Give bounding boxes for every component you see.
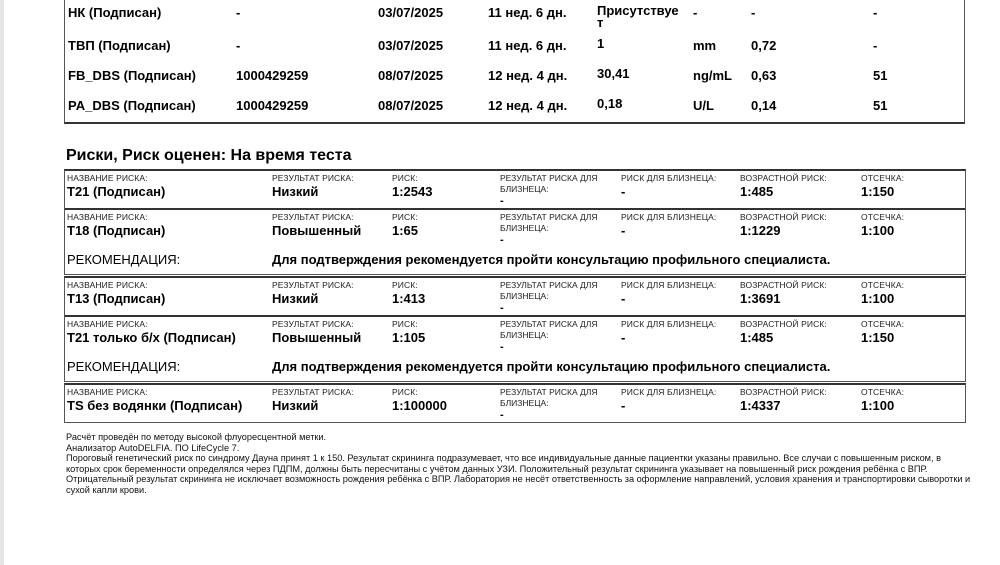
marker-unit: U/L <box>693 98 714 113</box>
twin-result-label: РЕЗУЛЬТАТ РИСКА ДЛЯ БЛИЗНЕЦА: <box>500 212 598 233</box>
twin-risk: - <box>621 398 626 413</box>
page-edge <box>0 0 4 565</box>
risk-result-label: РЕЗУЛЬТАТ РИСКА: <box>272 319 354 329</box>
twin-risk-label: РИСК ДЛЯ БЛИЗНЕЦА: <box>621 173 717 183</box>
risk-name-label: НАЗВАНИЕ РИСКА: <box>67 280 148 290</box>
sample-date: 03/07/2025 <box>378 38 444 53</box>
marker-extra: - <box>873 38 878 53</box>
twin-result: - <box>500 302 504 314</box>
twin-risk: - <box>621 291 626 306</box>
risk-name: T21 (Подписан) <box>67 184 166 199</box>
risk-name-label: НАЗВАНИЕ РИСКА: <box>67 387 148 397</box>
marker-name: PA_DBS (Подписан) <box>68 98 196 113</box>
cutoff-label: ОТСЕЧКА: <box>861 319 905 329</box>
twin-risk-label: РИСК ДЛЯ БЛИЗНЕЦА: <box>621 387 717 397</box>
footer-analyzer: Анализатор AutoDELFIA. ПО LifeCycle 7. <box>66 442 240 453</box>
cutoff-label: ОТСЕЧКА: <box>861 212 905 222</box>
cutoff: 1:100 <box>861 291 895 306</box>
risk-name: T18 (Подписан) <box>67 223 166 238</box>
twin-result: - <box>500 234 504 246</box>
risk-label: РИСК: <box>392 387 418 397</box>
twin-result-label: РЕЗУЛЬТАТ РИСКА ДЛЯ БЛИЗНЕЦА: <box>500 319 598 340</box>
risk-label: РИСК: <box>392 212 418 222</box>
risk-result-label: РЕЗУЛЬТАТ РИСКА: <box>272 173 354 183</box>
recommendation-label: РЕКОМЕНДАЦИЯ: <box>67 359 181 374</box>
risk-row <box>65 171 965 208</box>
cutoff-label: ОТСЕЧКА: <box>861 280 905 290</box>
marker-unit: - <box>693 5 698 20</box>
risk-row <box>65 385 965 422</box>
risk-label: РИСК: <box>392 319 418 329</box>
cutoff: 1:150 <box>861 330 895 345</box>
marker-value: Присутствует <box>597 3 679 30</box>
gestational-age: 11 нед. 6 дн. <box>488 38 567 53</box>
marker-name: FB_DBS (Подписан) <box>68 68 196 83</box>
risk-row <box>65 210 965 247</box>
footer-method: Расчёт проведён по методу высокой флуоресцентной метки. <box>66 432 327 442</box>
marker-extra: - <box>873 5 878 20</box>
marker-name: НК (Подписан) <box>68 5 162 20</box>
risk-result: Повышенный <box>272 330 362 345</box>
recommendation-row <box>65 247 965 274</box>
marker-mom: 0,14 <box>751 98 777 113</box>
sample-date: 08/07/2025 <box>378 98 444 113</box>
cutoff-label: ОТСЕЧКА: <box>861 173 905 183</box>
age-risk: 1:485 <box>740 330 774 345</box>
risk-result: Низкий <box>272 398 319 413</box>
risk-name: T21 только б/х (Подписан) <box>67 330 236 345</box>
marker-mom: - <box>751 5 756 20</box>
twin-risk: - <box>621 184 626 199</box>
twin-risk-label: РИСК ДЛЯ БЛИЗНЕЦА: <box>621 280 717 290</box>
age-risk: 1:1229 <box>740 223 781 238</box>
twin-result: - <box>500 195 504 207</box>
risk-name: T13 (Подписан) <box>67 291 166 306</box>
risk-result-label: РЕЗУЛЬТАТ РИСКА: <box>272 387 354 397</box>
marker-extra: 51 <box>873 98 888 113</box>
age-risk-label: ВОЗРАСТНОЙ РИСК: <box>740 319 827 329</box>
sample-date: 03/07/2025 <box>378 5 444 20</box>
twin-risk: - <box>621 223 626 238</box>
cutoff: 1:150 <box>861 184 895 199</box>
marker-value: 1 <box>597 36 605 51</box>
risk-group <box>64 383 966 423</box>
risk-name-label: НАЗВАНИЕ РИСКА: <box>67 212 148 222</box>
risk-result: Низкий <box>272 291 319 306</box>
marker-value: 30,41 <box>597 66 630 81</box>
recommendation-text: Для подтверждения рекомендуется пройти консультацию профильного специалиста. <box>272 252 831 267</box>
twin-result-label: РЕЗУЛЬТАТ РИСКА ДЛЯ БЛИЗНЕЦА: <box>500 173 598 194</box>
risk-group <box>64 276 966 382</box>
risk-value: 1:105 <box>392 330 426 345</box>
risk-result-label: РЕЗУЛЬТАТ РИСКА: <box>272 212 354 222</box>
sample-id: - <box>236 5 241 20</box>
marker-value: 0,18 <box>597 96 623 111</box>
risk-result-label: РЕЗУЛЬТАТ РИСКА: <box>272 280 354 290</box>
risk-result: Низкий <box>272 184 319 199</box>
sample-date: 08/07/2025 <box>378 68 444 83</box>
twin-result-label: РЕЗУЛЬТАТ РИСКА ДЛЯ БЛИЗНЕЦА: <box>500 387 598 408</box>
sample-id: - <box>236 38 241 53</box>
twin-risk: - <box>621 330 626 345</box>
risk-name: TS без водянки (Подписан) <box>67 398 243 413</box>
age-risk-label: ВОЗРАСТНОЙ РИСК: <box>740 212 827 222</box>
risk-row <box>65 278 965 315</box>
twin-result: - <box>500 409 504 421</box>
twin-result: - <box>500 341 504 353</box>
risk-result: Повышенный <box>272 223 362 238</box>
marker-unit: ng/mL <box>693 68 732 83</box>
recommendation-label: РЕКОМЕНДАЦИЯ: <box>67 252 181 267</box>
sample-id: 1000429259 <box>236 98 309 113</box>
cutoff: 1:100 <box>861 398 895 413</box>
age-risk-label: ВОЗРАСТНОЙ РИСК: <box>740 173 827 183</box>
age-risk: 1:4337 <box>740 398 781 413</box>
sample-id: 1000429259 <box>236 68 309 83</box>
risk-value: 1:413 <box>392 291 426 306</box>
footer-notes <box>66 432 976 496</box>
risk-value: 1:65 <box>392 223 419 238</box>
age-risk-label: ВОЗРАСТНОЙ РИСК: <box>740 280 827 290</box>
marker-mom: 0,63 <box>751 68 777 83</box>
gestational-age: 11 нед. 6 дн. <box>488 5 567 20</box>
marker-name: ТВП (Подписан) <box>68 38 171 53</box>
twin-risk-label: РИСК ДЛЯ БЛИЗНЕЦА: <box>621 319 717 329</box>
risk-label: РИСК: <box>392 280 418 290</box>
risk-group <box>64 169 966 275</box>
gestational-age: 12 нед. 4 дн. <box>488 98 568 113</box>
risks-section-title: Риски, Риск оценен: На время теста <box>66 147 352 164</box>
risk-row <box>65 317 965 354</box>
age-risk: 1:3691 <box>740 291 781 306</box>
risk-label: РИСК: <box>392 173 418 183</box>
marker-extra: 51 <box>873 68 888 83</box>
age-risk-label: ВОЗРАСТНОЙ РИСК: <box>740 387 827 397</box>
risk-value: 1:100000 <box>392 398 447 413</box>
marker-unit: mm <box>693 38 717 53</box>
twin-result-label: РЕЗУЛЬТАТ РИСКА ДЛЯ БЛИЗНЕЦА: <box>500 280 598 301</box>
cutoff: 1:100 <box>861 223 895 238</box>
footer-disclaimer: Пороговый генетический риск по синдрому Дауна принят 1 к 150. Результат скрининга подразумевает, что все индивидуальные данные пациентки указаны правильно. Все случаи с повышенным риском, в которых срок беременности определялся через ПДПМ, должны быть пересчитаны с учётом данных УЗИ. Положительный результат скрининга указывает на повышенный риск рождения ребёнка с ВПР. Отрицательный результат скрининга не исключает возможность рождения ребёнка с ВПР. Лаборатория не несёт ответственность за оформление направлений, условия хранения и транспортировки сыворотки и сухой капли крови. <box>66 453 971 495</box>
cutoff-label: ОТСЕЧКА: <box>861 387 905 397</box>
age-risk: 1:485 <box>740 184 774 199</box>
gestational-age: 12 нед. 4 дн. <box>488 68 568 83</box>
risk-value: 1:2543 <box>392 184 433 199</box>
recommendation-text: Для подтверждения рекомендуется пройти консультацию профильного специалиста. <box>272 359 831 374</box>
marker-mom: 0,72 <box>751 38 777 53</box>
risk-name-label: НАЗВАНИЕ РИСКА: <box>67 173 148 183</box>
risk-name-label: НАЗВАНИЕ РИСКА: <box>67 319 148 329</box>
twin-risk-label: РИСК ДЛЯ БЛИЗНЕЦА: <box>621 212 717 222</box>
recommendation-row <box>65 354 965 381</box>
results-table <box>64 0 965 124</box>
